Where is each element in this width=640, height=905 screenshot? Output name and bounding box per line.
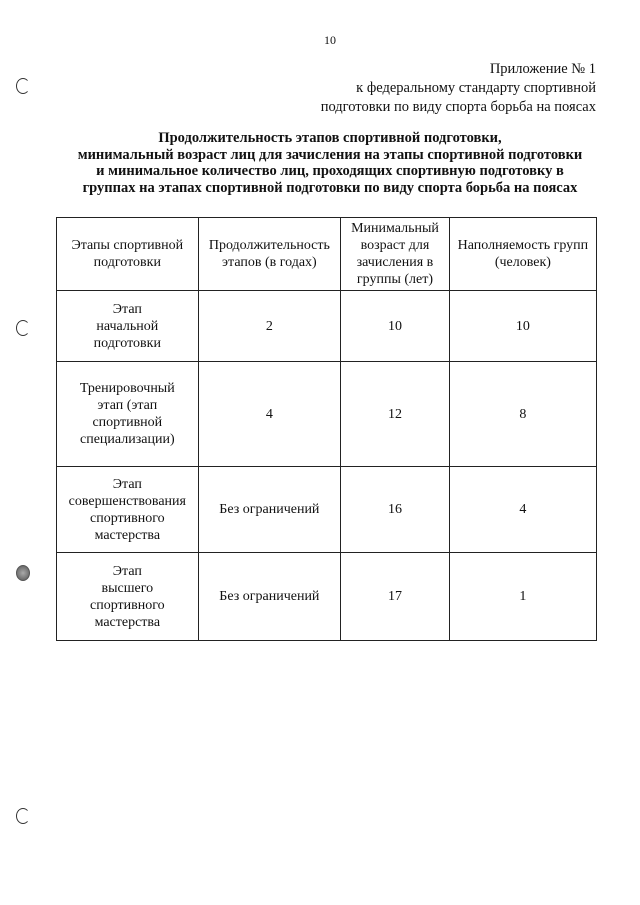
punch-hole-mark <box>16 320 30 336</box>
cell-min-age: 10 <box>341 291 450 362</box>
cell-duration: 4 <box>198 362 341 467</box>
stage-name: Тренировочный этап (этап спортивной специализации) <box>79 381 175 447</box>
punch-hole-mark <box>16 808 30 824</box>
appendix-line: Приложение № 1 <box>489 61 596 77</box>
stage-name: Этап высшего спортивного мастерства <box>89 563 165 630</box>
stage-name: Этап начальной подготовки <box>93 301 161 351</box>
appendix-header <box>321 60 596 117</box>
header-group-size: Наполняемость групп (человек) <box>449 218 596 291</box>
table-row <box>57 553 597 641</box>
stage-name: Этап совершенствования спортивного мастерства <box>68 476 186 543</box>
cell-group-size: 8 <box>449 362 596 467</box>
header-duration: Продолжительность этапов (в годах) <box>198 218 341 291</box>
cell-group-size: 1 <box>449 553 596 641</box>
cell-group-size: 10 <box>449 291 596 362</box>
title-line: и минимальное количество лиц, проходящих спортивную подготовку в <box>96 163 564 179</box>
punch-hole-mark <box>16 78 30 94</box>
cell-stage <box>57 553 199 641</box>
cell-stage <box>57 362 199 467</box>
table-header-row <box>57 218 597 291</box>
header-min-age: Минимальный возраст для зачисления в группы (лет) <box>341 218 450 291</box>
table-row <box>57 467 597 553</box>
cell-min-age: 17 <box>341 553 450 641</box>
cell-stage <box>57 291 199 362</box>
document-title <box>40 130 620 196</box>
page-number: 10 <box>324 33 336 47</box>
punch-hole-mark <box>16 565 30 581</box>
stages-table <box>56 217 597 641</box>
cell-duration: 2 <box>198 291 341 362</box>
cell-stage <box>57 467 199 553</box>
cell-min-age: 12 <box>341 362 450 467</box>
cell-group-size: 4 <box>449 467 596 553</box>
cell-duration: Без ограничений <box>198 467 341 553</box>
title-line: группах на этапах спортивной подготовки по виду спорта борьба на поясах <box>82 179 578 196</box>
cell-duration: Без ограничений <box>198 553 341 641</box>
header-stages: Этапы спортивной подготовки <box>57 218 199 291</box>
cell-min-age: 16 <box>341 467 450 553</box>
title-line: минимальный возраст лиц для зачисления на этапы спортивной подготовки <box>77 146 583 163</box>
appendix-line: подготовки по виду спорта борьба на поясах <box>320 99 596 115</box>
table-row <box>57 362 597 467</box>
table-row <box>57 291 597 362</box>
appendix-line: к федеральному стандарту спортивной <box>356 80 596 96</box>
title-line: Продолжительность этапов спортивной подготовки, <box>158 130 502 146</box>
